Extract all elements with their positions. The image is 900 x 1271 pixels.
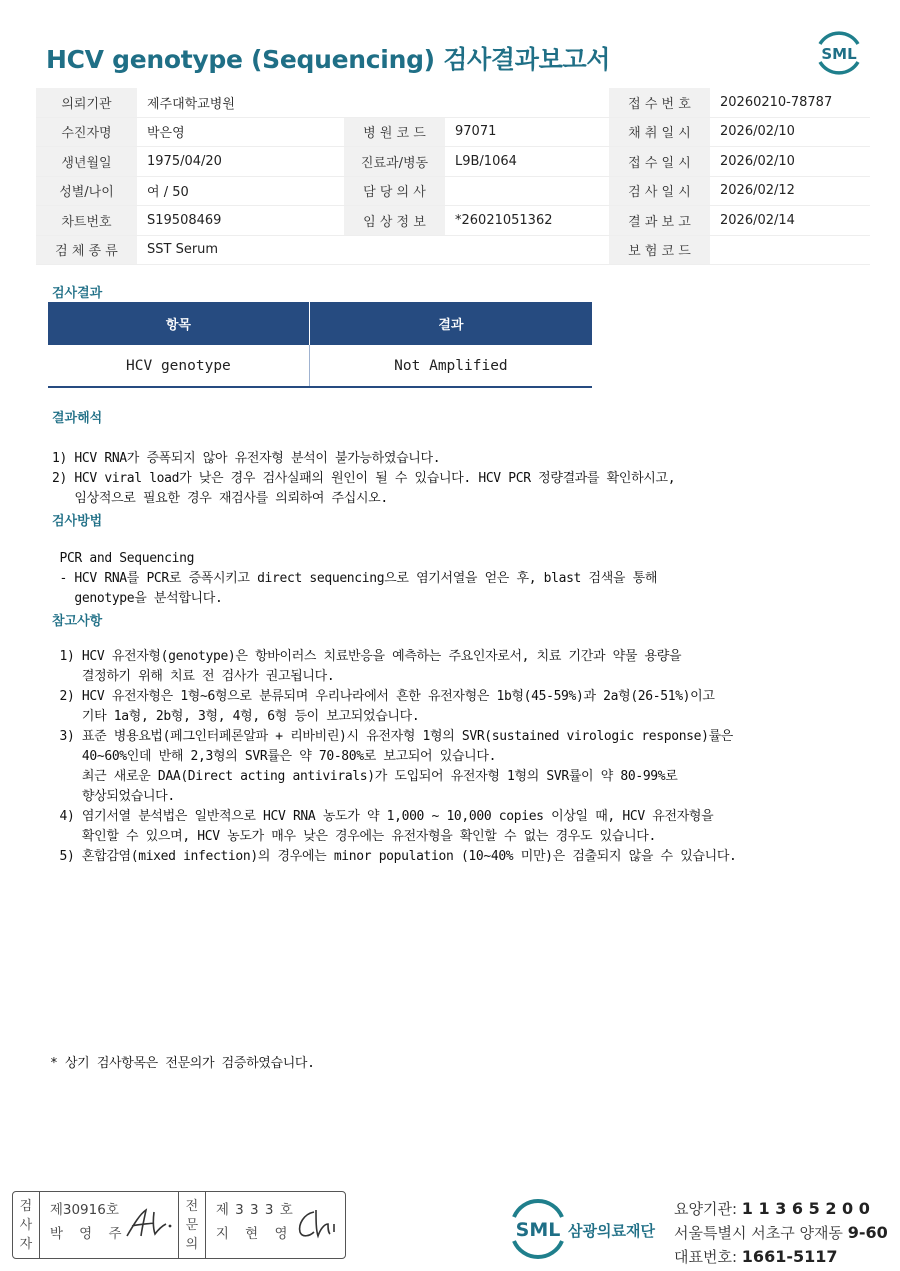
info-label: 임 상 정 보 (344, 206, 445, 236)
interpretation-text (52, 429, 675, 509)
info-value: 제주대학교병원 (137, 88, 605, 117)
specialist-license-number: 제 3 3 3 호 (215, 1202, 294, 1218)
result-item: HCV genotype (48, 345, 309, 387)
notes-line: 1) HCV 유전자형(genotype)은 항바이러스 치료반응을 예측하는 주요인자로서, 치료 기간과 약물 용량을 (52, 649, 682, 664)
info-label: 진료과/병동 (344, 147, 445, 177)
info-row (36, 206, 870, 236)
footer-address-number: 9-60 (847, 1223, 888, 1242)
info-value: 여 / 50 (137, 176, 340, 206)
result-header-item: 항목 (48, 302, 309, 345)
specialist-name: 지 현 영 (215, 1226, 294, 1242)
method-line: - HCV RNA를 PCR로 증폭시키고 direct sequencing으로 염기서열을 얻은 후, blast 검색을 통해 (52, 571, 658, 586)
interpretation-line: 2) HCV viral load가 낮은 경우 검사실패의 원인이 될 수 있습니다. HCV PCR 정량결과를 확인하시고, (52, 471, 676, 486)
footer-address: 서울특별시 서초구 양재동 (674, 1224, 848, 1242)
interpretation-line: 임상적으로 필요한 경우 재검사를 의뢰하여 주십시오. (52, 491, 388, 506)
notes-line: 3) 표준 병용요법(페그인터페론알파 + 리바비린)시 유전자형 1형의 SVR(sustained virologic response)률은 (52, 729, 734, 744)
footer-logo-text: SML (515, 1219, 561, 1241)
footer-code-label: 요양기관: (674, 1200, 742, 1218)
info-label: 수진자명 (36, 117, 137, 147)
method-text (52, 529, 657, 609)
tester-label-char: 사 (19, 1217, 33, 1233)
tester-signature-cell (40, 1192, 179, 1258)
method-line: PCR and Sequencing (52, 551, 195, 566)
specialist-label (179, 1192, 206, 1258)
info-label: 검 사 일 시 (609, 176, 710, 206)
info-row (36, 176, 870, 206)
info-value: 2026/02/10 (710, 147, 870, 177)
tester-signature-icon (124, 1206, 174, 1242)
info-row (36, 235, 870, 265)
info-label: 결 과 보 고 (609, 206, 710, 236)
notes-line: 최근 새로운 DAA(Direct acting antivirals)가 도입되어 유전자형 1형의 SVR률이 약 80-99%로 (52, 769, 678, 784)
notes-line: 향상되었습니다. (52, 789, 175, 804)
tester-label (13, 1192, 40, 1258)
footer-phone-label: 대표번호: (674, 1248, 742, 1266)
info-row (36, 147, 870, 177)
notes-line: 결정하기 위해 치료 전 검사가 권고됩니다. (52, 669, 335, 684)
specialist-signature-icon (294, 1206, 342, 1242)
info-label: 채 취 일 시 (609, 117, 710, 147)
result-table (48, 302, 592, 388)
info-value: 2026/02/12 (710, 176, 870, 206)
tester-license-number: 제30916호 (49, 1202, 119, 1218)
sml-logo-icon (812, 28, 866, 76)
footer-phone-line (674, 1245, 888, 1269)
info-value: 박은영 (137, 117, 340, 147)
method-line: genotype을 분석합니다. (52, 591, 223, 606)
info-value: S19508469 (137, 206, 340, 236)
info-label: 의뢰기관 (36, 88, 137, 117)
method-section-title: 검사방법 (52, 514, 103, 529)
notes-line: 4) 염기서열 분석법은 일반적으로 HCV RNA 농도가 약 1,000 ~ 10,000 copies 이상일 때, HCV 유전자형을 (52, 809, 714, 824)
sml-logo-text: SML (821, 45, 857, 63)
info-value: 2026/02/14 (710, 206, 870, 236)
footer-address-line (674, 1221, 888, 1245)
notes-line: 5) 혼합감염(mixed infection)의 경우에는 minor population (10~40% 미만)은 검출되지 않을 수 있습니다. (52, 849, 737, 864)
info-value (445, 176, 605, 206)
notes-text (52, 627, 737, 867)
info-label: 접 수 번 호 (609, 88, 710, 117)
info-value: *26021051362 (445, 206, 605, 236)
info-value: 97071 (445, 117, 605, 147)
info-value: SST Serum (137, 235, 605, 265)
interpretation-line: 1) HCV RNA가 증폭되지 않아 유전자형 분석이 불가능하였습니다. (52, 451, 441, 466)
notes-line: 확인할 수 있으며, HCV 농도가 매우 낮은 경우에는 유전자형을 확인할 수 없는 경우도 있습니다. (52, 829, 656, 844)
tester-label-char: 검 (19, 1198, 33, 1214)
patient-info-table (36, 88, 870, 265)
info-label: 병 원 코 드 (344, 117, 445, 147)
tester-name: 박 영 주 (49, 1226, 128, 1242)
notes-section-title: 참고사항 (52, 614, 103, 629)
verification-note: * 상기 검사항목은 전문의가 검증하였습니다. (50, 1056, 315, 1071)
specialist-signature-cell (206, 1192, 345, 1258)
signature-box (12, 1191, 346, 1259)
specialist-label-char: 의 (185, 1236, 199, 1252)
specialist-label-char: 전 (185, 1198, 199, 1214)
footer-sml-logo (508, 1197, 668, 1259)
info-value (710, 235, 870, 265)
info-row (36, 88, 870, 117)
footer-code-line (674, 1197, 888, 1221)
tester-label-char: 자 (19, 1236, 33, 1252)
footer-code: 1 1 3 6 5 2 0 0 (741, 1199, 870, 1218)
result-section-title: 검사결과 (52, 286, 103, 301)
info-row (36, 117, 870, 147)
report-title: HCV genotype (Sequencing) 검사결과보고서 (46, 45, 611, 74)
info-label: 성별/나이 (36, 176, 137, 206)
info-label: 담 당 의 사 (344, 176, 445, 206)
info-value: 2026/02/10 (710, 117, 870, 147)
info-label: 보 험 코 드 (609, 235, 710, 265)
info-label: 생년월일 (36, 147, 137, 177)
result-header-value: 결과 (309, 302, 592, 345)
info-label: 차트번호 (36, 206, 137, 236)
info-value: 20260210-78787 (710, 88, 870, 117)
notes-line: 2) HCV 유전자형은 1형~6형으로 분류되며 우리나라에서 흔한 유전자형은 1b형(45-59%)과 2a형(26-51%)이고 (52, 689, 715, 704)
footer-info (674, 1197, 888, 1269)
specialist-label-char: 문 (185, 1217, 199, 1233)
interpretation-section-title: 결과해석 (52, 411, 103, 426)
info-label: 검 체 종 류 (36, 235, 137, 265)
result-value: Not Amplified (309, 345, 592, 387)
info-label: 접 수 일 시 (609, 147, 710, 177)
footer-org-name: 삼광의료재단 (568, 1222, 655, 1240)
info-value: 1975/04/20 (137, 147, 340, 177)
footer-phone: 1661-5117 (741, 1247, 838, 1266)
notes-line: 기타 1a형, 2b형, 3형, 4형, 6형 등이 보고되었습니다. (52, 709, 420, 724)
notes-line: 40~60%인데 반해 2,3형의 SVR률은 약 70-80%로 보고되어 있습니다. (52, 749, 497, 764)
info-value: L9B/1064 (445, 147, 605, 177)
